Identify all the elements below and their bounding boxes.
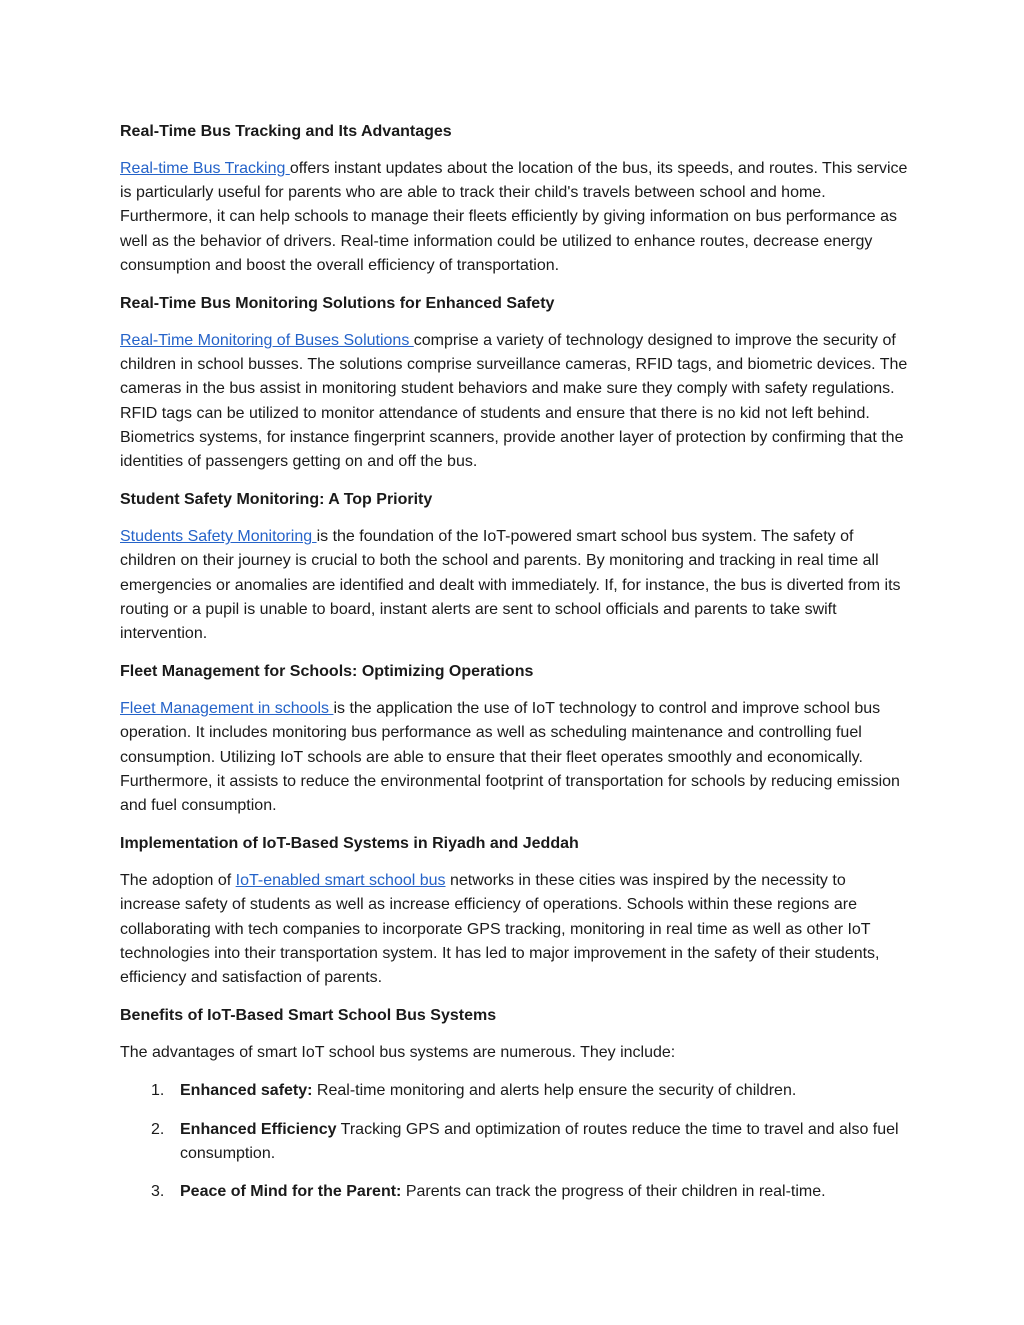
list-number: 2. xyxy=(151,1120,165,1138)
section-heading: Student Safety Monitoring: A Top Priority xyxy=(120,491,433,509)
benefits-list xyxy=(120,1079,910,1204)
section-paragraph xyxy=(120,157,910,278)
section-paragraph xyxy=(120,869,910,990)
section-paragraph xyxy=(120,329,910,474)
paragraph-text: is the foundation of the IoT-powered smart school bus system. The safety of children on their journey is crucial to both the school and parents. By monitoring and tracking in real time all emergencies or anomalies are identified and dealt with immediately. If, for instance, the bus is diverted from its routing or a pupil is unable to board, instant alerts are sent to school officials and parents to take swift intervention. xyxy=(120,528,901,643)
bus-monitoring-solutions-link[interactable]: Real-Time Monitoring of Buses Solutions xyxy=(120,332,414,350)
benefits-heading: Benefits of IoT-Based Smart School Bus Systems xyxy=(120,1007,497,1025)
list-number: 1. xyxy=(151,1082,165,1100)
paragraph-text: offers instant updates about the location of the bus, its speeds, and routes. This service is particularly useful for parents who are able to track their child's travels between school and home. Furthermore, it can help schools to manage their fleets efficiently by giving information on bus performance as well as the behavior of drivers. Real-time information could be utilized to enhance routes, decrease energy consumption and boost the overall efficiency of transportation. xyxy=(120,160,908,274)
list-item-text: Tracking GPS and optimization of routes reduce the time to travel and also fuel consumption. xyxy=(180,1120,899,1162)
section-heading: Implementation of IoT-Based Systems in Riyadh and Jeddah xyxy=(120,835,579,853)
list-number: 3. xyxy=(151,1183,165,1201)
list-item-text: Parents can track the progress of their children in real-time. xyxy=(401,1183,826,1201)
list-item-text: Real-time monitoring and alerts help ensure the security of children. xyxy=(312,1082,797,1100)
list-item-title: Peace of Mind for the Parent: xyxy=(180,1183,402,1201)
paragraph-text: networks in these cities was inspired by the necessity to increase safety of students as well as increase efficiency of operations. Schools within these regions are collaborating with tech companies to incorporate GPS tracking, monitoring in real time as well as other IoT technologies into their transportation system. It has led to major improvement in the safety of their students, efficiency and satisfaction of parents. xyxy=(120,872,880,987)
list-item xyxy=(120,1118,910,1166)
document-content xyxy=(120,120,910,1218)
iot-smart-school-bus-link[interactable]: IoT-enabled smart school bus xyxy=(235,872,446,890)
list-item xyxy=(120,1079,910,1103)
list-item xyxy=(120,1180,910,1204)
real-time-bus-tracking-link[interactable]: Real-time Bus Tracking xyxy=(120,160,290,177)
section-heading: Real-Time Bus Tracking and Its Advantages xyxy=(120,123,452,140)
section-paragraph xyxy=(120,697,910,818)
paragraph-lead: The adoption of xyxy=(120,872,236,890)
paragraph-text: is the application the use of IoT technology to control and improve school bus operation. It includes monitoring bus performance as well as scheduling maintenance and controlling fuel consumption. Utilizing IoT schools are able to ensure that their fleet operates smoothly and economically. Furthermore, it assists to reduce the environmental footprint of transportation for schools by reducing emission and fuel consumption. xyxy=(120,700,900,815)
paragraph-text: comprise a variety of technology designed to improve the security of children in school busses. The solutions comprise surveillance cameras, RFID tags, and biometric devices. The cameras in the bus assist in monitoring student behaviors and make sure they comply with safety regulations. RFID tags can be utilized to monitor attendance of students and ensure that there is no kid not left behind. Biometrics systems, for instance fingerprint scanners, provide another layer of protection by confirming that the identities of passengers getting on and off the bus. xyxy=(120,332,908,471)
section-heading: Fleet Management for Schools: Optimizing Operations xyxy=(120,663,534,681)
list-item-title: Enhanced safety: xyxy=(180,1082,313,1100)
section-heading: Real-Time Bus Monitoring Solutions for Enhanced Safety xyxy=(120,295,555,313)
section-paragraph xyxy=(120,525,910,646)
benefits-intro: The advantages of smart IoT school bus systems are numerous. They include: xyxy=(120,1044,676,1062)
list-item-title: Enhanced Efficiency xyxy=(180,1120,337,1138)
fleet-management-link[interactable]: Fleet Management in schools xyxy=(120,700,334,718)
students-safety-monitoring-link[interactable]: Students Safety Monitoring xyxy=(120,528,317,546)
